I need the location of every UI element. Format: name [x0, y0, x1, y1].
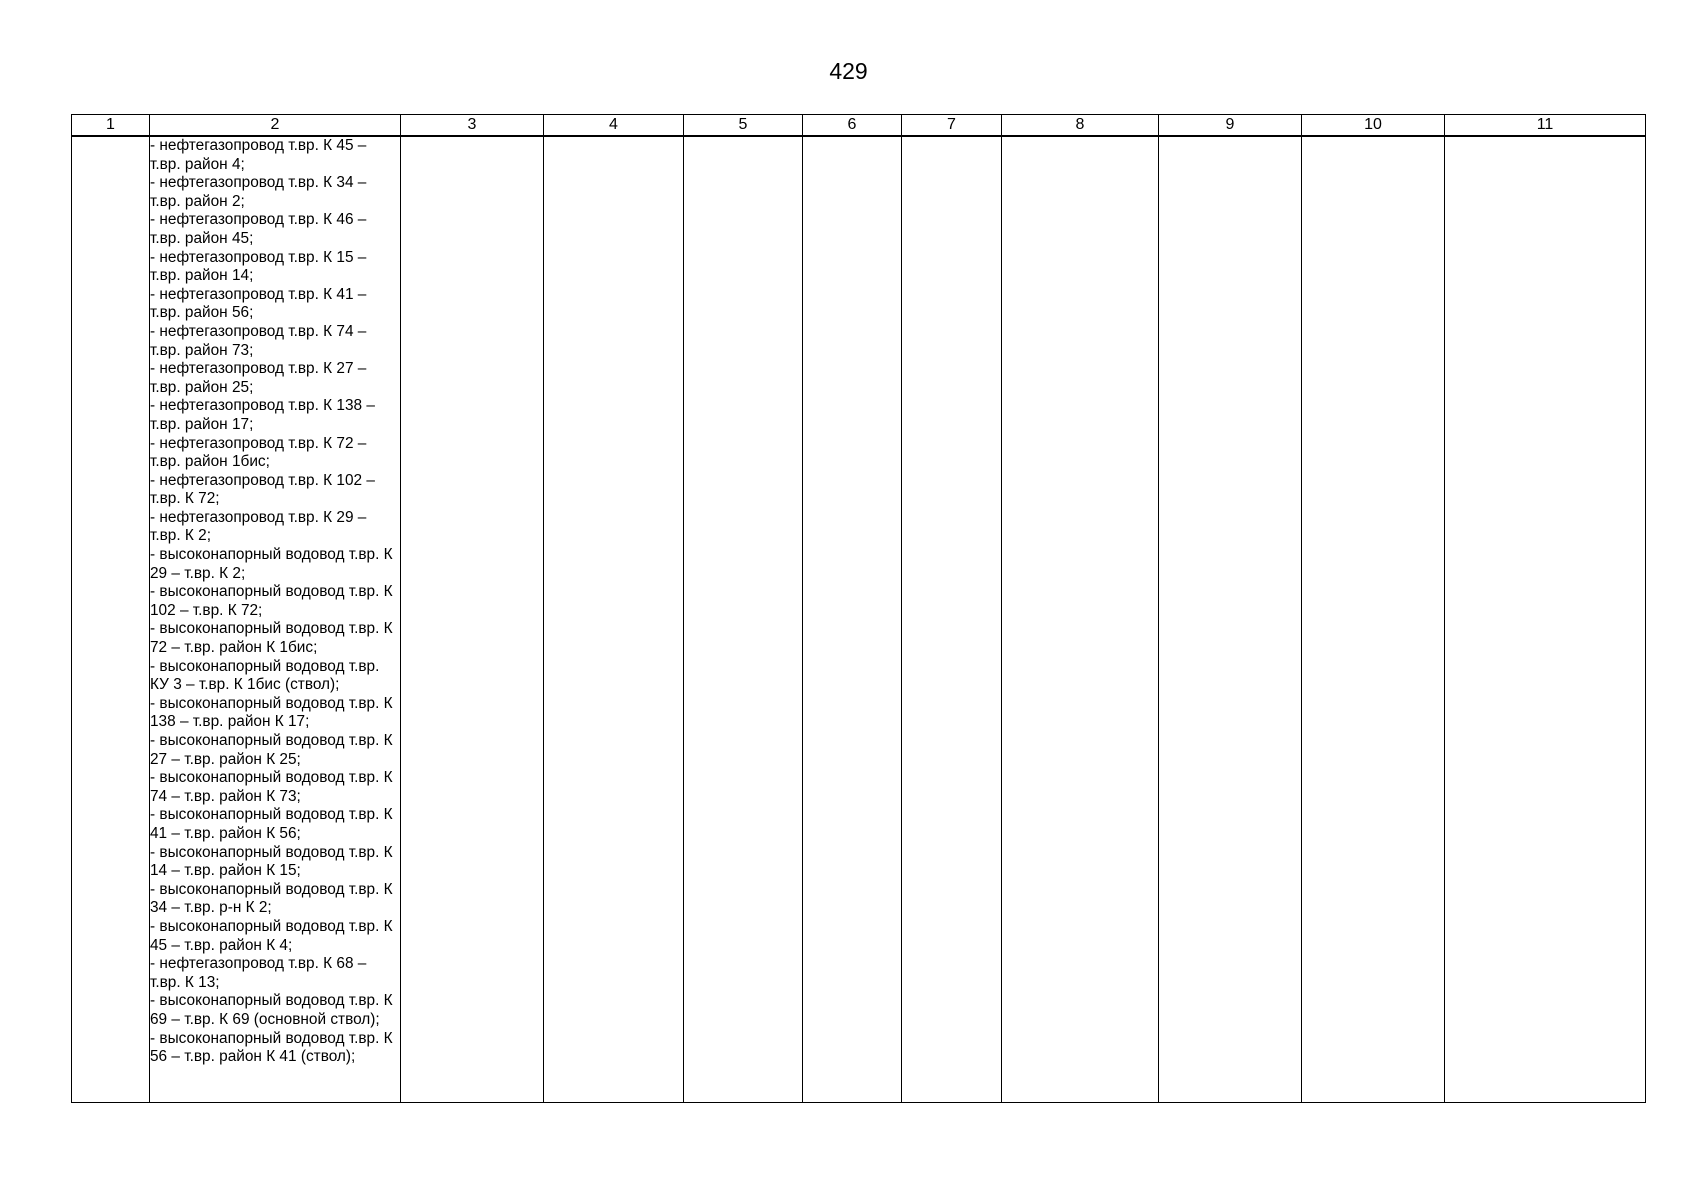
list-item: - высоконапорный водовод т.вр. К 72 – т.вр. район К 1бис; — [150, 620, 393, 657]
list-item: - нефтегазопровод т.вр. К 72 – т.вр. район 1бис; — [150, 434, 367, 471]
cell-col-8 — [1002, 136, 1159, 1103]
pipeline-list — [150, 137, 400, 1067]
column-header-11: 11 — [1445, 115, 1646, 137]
page-number: 429 — [829, 58, 868, 84]
cell-col-5 — [684, 136, 803, 1103]
list-item: - высоконапорный водовод т.вр. К 56 – т.вр. район К 41 (ствол); — [150, 1029, 393, 1066]
column-header-5: 5 — [684, 115, 803, 137]
list-item: - нефтегазопровод т.вр. К 102 – т.вр. К 72; — [150, 471, 375, 508]
list-item: - нефтегазопровод т.вр. К 74 – т.вр. район 73; — [150, 322, 367, 359]
list-item: - нефтегазопровод т.вр. К 41 – т.вр. район 56; — [150, 285, 367, 322]
column-header-3: 3 — [401, 115, 544, 137]
cell-col-1 — [72, 136, 150, 1103]
data-table — [71, 114, 1646, 1103]
cell-col-2 — [150, 136, 401, 1103]
list-item: - высоконапорный водовод т.вр. К 14 – т.вр. район К 15; — [150, 843, 393, 880]
table-row — [72, 136, 1646, 1103]
column-header-2: 2 — [150, 115, 401, 137]
cell-col-10 — [1302, 136, 1445, 1103]
list-item: - высоконапорный водовод т.вр. К 41 – т.вр. район К 56; — [150, 806, 393, 842]
list-item: - нефтегазопровод т.вр. К 27 – т.вр. район 25; — [150, 360, 367, 396]
list-item: - нефтегазопровод т.вр. К 138 – т.вр. район 17; — [150, 397, 375, 433]
list-item: - нефтегазопровод т.вр. К 45 – т.вр. район 4; — [150, 137, 367, 173]
list-item: - высоконапорный водовод т.вр. К 27 – т.вр. район К 25; — [150, 732, 393, 768]
column-header-8: 8 — [1002, 115, 1159, 137]
column-header-10: 10 — [1302, 115, 1445, 137]
cell-col-11 — [1445, 136, 1646, 1103]
list-item: - нефтегазопровод т.вр. К 34 – т.вр. район 2; — [150, 174, 367, 210]
list-item: - высоконапорный водовод т.вр. К 69 – т.вр. К 69 (основной ствол); — [150, 992, 393, 1028]
table-header-row — [72, 115, 1646, 137]
cell-col-9 — [1159, 136, 1302, 1103]
list-item: - высоконапорный водовод т.вр. К 74 – т.вр. район К 73; — [150, 769, 393, 805]
list-item: - нефтегазопровод т.вр. К 15 – т.вр. район 14; — [150, 248, 367, 285]
column-header-1: 1 — [72, 115, 150, 137]
list-item: - высоконапорный водовод т.вр. К 34 – т.вр. р-н К 2; — [150, 880, 393, 917]
column-header-9: 9 — [1159, 115, 1302, 137]
cell-col-4 — [544, 136, 684, 1103]
list-item: - высоконапорный водовод т.вр. К 45 – т.вр. район К 4; — [150, 917, 393, 954]
list-item: - нефтегазопровод т.вр. К 68 – т.вр. К 13; — [150, 955, 367, 991]
list-item: - высоконапорный водовод т.вр. К 138 – т.вр. район К 17; — [150, 694, 393, 731]
cell-col-6 — [803, 136, 902, 1103]
list-item: - нефтегазопровод т.вр. К 46 – т.вр. район 45; — [150, 211, 367, 247]
list-item: - высоконапорный водовод т.вр. К 29 – т.вр. К 2; — [150, 546, 393, 582]
list-item: - высоконапорный водовод т.вр. КУ 3 – т.вр. К 1бис (ствол); — [150, 657, 380, 694]
cell-col-7 — [902, 136, 1002, 1103]
list-item: - нефтегазопровод т.вр. К 29 – т.вр. К 2; — [150, 508, 367, 545]
cell-col-3 — [401, 136, 544, 1103]
column-header-6: 6 — [803, 115, 902, 137]
column-header-7: 7 — [902, 115, 1002, 137]
list-item: - высоконапорный водовод т.вр. К 102 – т.вр. К 72; — [150, 583, 393, 619]
column-header-4: 4 — [544, 115, 684, 137]
